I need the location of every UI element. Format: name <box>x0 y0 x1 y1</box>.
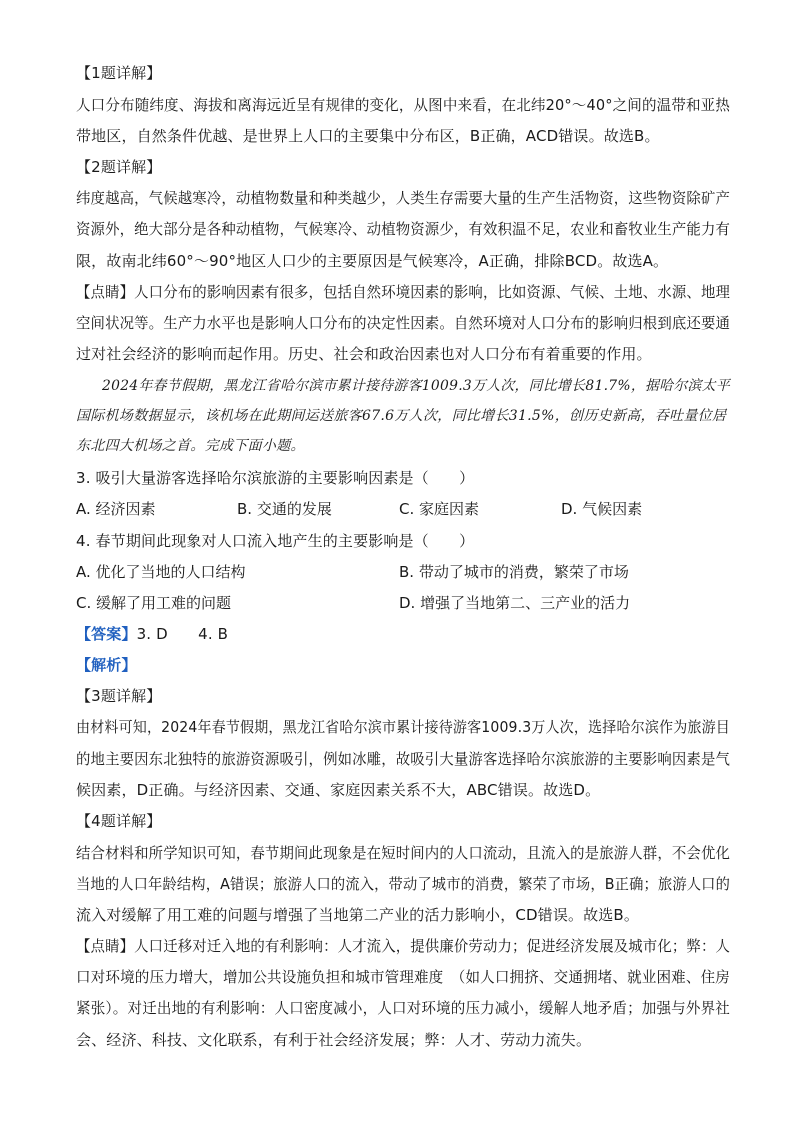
q3-option-c: C. 家庭因素 <box>399 500 480 518</box>
tip1-line: 空间状况等。生产力水平也是影响人口分布的决定性因素。自然环境对人口分布的影响归根到底还要通 <box>76 314 731 332</box>
q3-option-a: A. 经济因素 <box>76 500 156 518</box>
q1-line: 人口分布随纬度、海拔和离海远近呈有规律的变化，从图中来看，在北纬20°～40°之间的温带和亚热 <box>76 96 731 114</box>
q2-heading: 【2题详解】 <box>76 158 162 176</box>
q1-heading: 【1题详解】 <box>76 64 162 82</box>
q4-stem: 4. 春节期间此现象对人口流入地产生的主要影响是（ ） <box>76 532 475 550</box>
analysis-tag: 【解析】 <box>76 656 137 674</box>
tip1-line: 【点睛】人口分布的影响因素有很多，包括自然环境因素的影响，比如资源、气候、土地、水源、地理 <box>76 283 731 301</box>
material-line: 2024年春节假期，黑龙江省哈尔滨市累计接待游客1009.3万人次，同比增长81.7%，据哈尔滨太平 <box>102 378 731 394</box>
q2-line: 纬度越高，气候越寒冷，动植物数量和种类越少，人类生存需要大量的生产生活物资，这些物资除矿产 <box>76 189 731 207</box>
q2-line: 资源外，绝大部分是各种动植物，气候寒冷、动植物资源少，有效积温不足，农业和畜牧业生产能力有 <box>76 220 731 238</box>
q3-detail-heading: 【3题详解】 <box>76 687 162 705</box>
q3-option-d: D. 气候因素 <box>561 500 643 518</box>
q4-option-b: B. 带动了城市的消费，繁荣了市场 <box>399 563 629 581</box>
tip2-line: 会、经济、科技、文化联系，有利于社会经济发展；弊：人才、劳动力流失。 <box>76 1031 592 1049</box>
tip1-line: 过对社会经济的影响而起作用。历史、社会和政治因素也对人口分布有着重要的作用。 <box>76 345 652 363</box>
q3-stem: 3. 吸引大量游客选择哈尔滨旅游的主要影响因素是（ ） <box>76 469 475 487</box>
tip2-line: 口对环境的压力增大，增加公共设施负担和城市管理难度 （如人口拥挤、交通拥堵、就业困难、住房 <box>76 968 730 986</box>
answer-text: 3. D 4. B <box>136 625 229 643</box>
q4-detail-line: 结合材料和所学知识可知，春节期间此现象是在短时间内的人口流动，且流入的是旅游人群，不会优化 <box>76 844 731 862</box>
q4-option-a: A. 优化了当地的人口结构 <box>76 563 246 581</box>
q4-detail-line: 当地的人口年龄结构，A错误；旅游人口的流入，带动了城市的消费，繁荣了市场，B正确；旅游人口的 <box>76 875 730 893</box>
q4-option-d: D. 增强了当地第二、三产业的活力 <box>399 594 631 612</box>
q1-line: 带地区，自然条件优越、是世界上人口的主要集中分布区，B正确，ACD错误。故选B。 <box>76 127 660 145</box>
tip2-line: 【点睛】人口迁移对迁入地的有利影响：人才流入，提供廉价劳动力；促进经济发展及城市化；弊：人 <box>76 937 731 955</box>
q4-detail-line: 流入对缓解了用工难的问题与增强了当地第二产业的活力影响小，CD错误。故选B。 <box>76 906 640 924</box>
analysis-row <box>76 654 137 676</box>
q3-detail-line: 由材料可知，2024年春节假期，黑龙江省哈尔滨市累计接待游客1009.3万人次，选择哈尔滨作为旅游目 <box>76 718 730 736</box>
q3-option-b: B. 交通的发展 <box>237 500 332 518</box>
tip2-line: 紧张）。对迁出地的有利影响：人口密度减小，人口对环境的压力减小，缓解人地矛盾；加强与外界社 <box>76 999 730 1017</box>
material-line: 国际机场数据显示，该机场在此期间运送旅客67.6万人次，同比增长31.5%，创历史新高，吞吐量位居 <box>76 408 727 424</box>
answer-row <box>76 623 228 645</box>
q4-option-c: C. 缓解了用工难的问题 <box>76 594 232 612</box>
q4-detail-heading: 【4题详解】 <box>76 812 162 830</box>
q3-detail-line: 的地主要因东北独特的旅游资源吸引，例如冰雕，故吸引大量游客选择哈尔滨旅游的主要影响因素是气 <box>76 750 731 768</box>
q3-detail-line: 候因素，D正确。与经济因素、交通、家庭因素关系不大，ABC错误。故选D。 <box>76 781 601 799</box>
material-line: 东北四大机场之首。完成下面小题。 <box>76 438 305 454</box>
answer-tag: 【答案】 <box>76 625 137 643</box>
q2-line: 限，故南北纬60°～90°地区人口少的主要原因是气候寒冷，A正确，排除BCD。故选A。 <box>76 252 669 270</box>
